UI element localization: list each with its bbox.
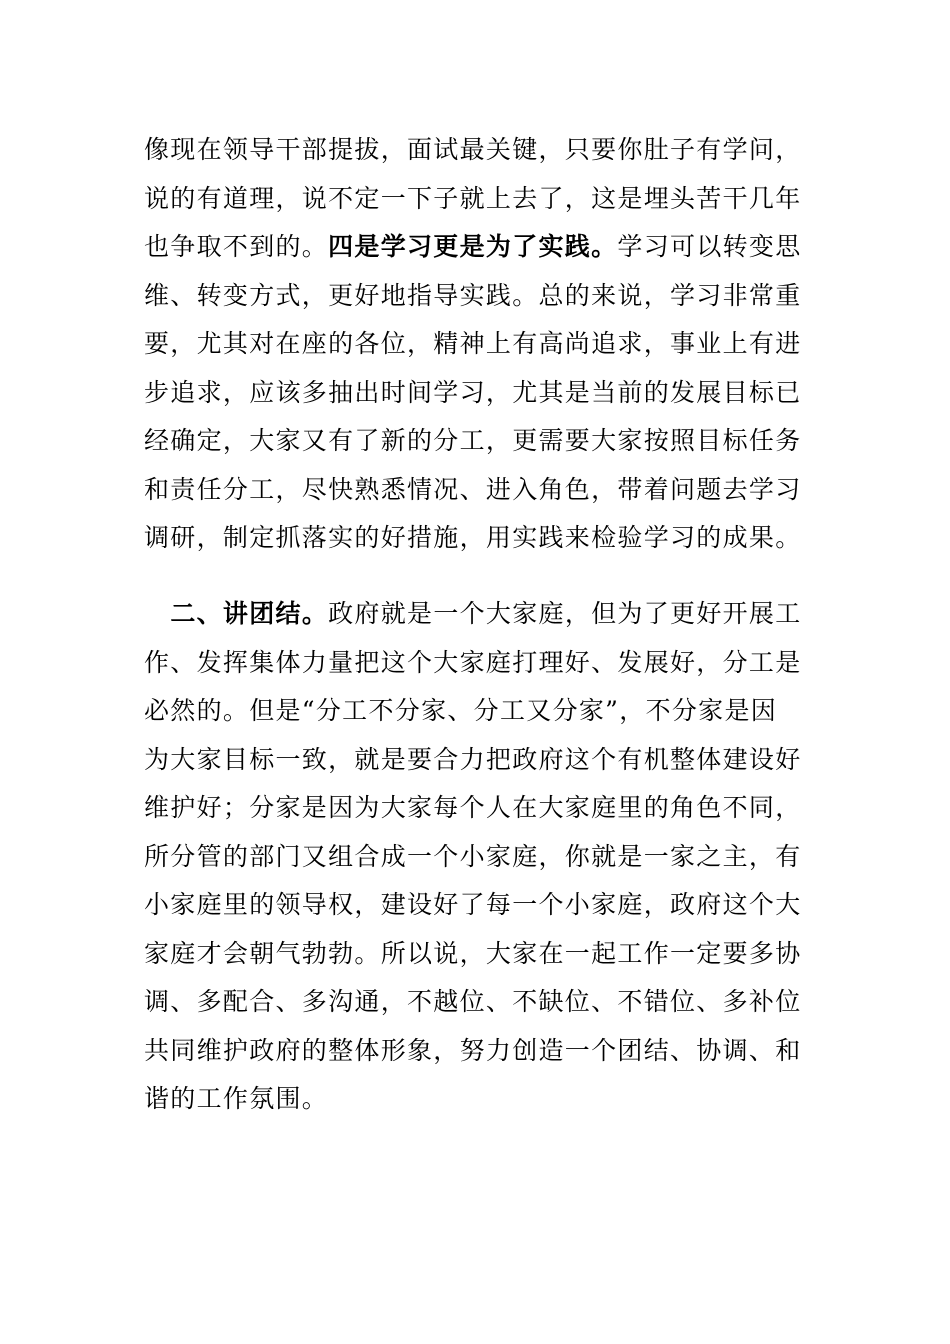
section-heading: 二、讲团结。 <box>170 599 329 628</box>
paragraph-unity <box>144 590 808 1124</box>
text-line: 小家庭里的领导权，建设好了每一个小家庭，政府这个大 <box>144 890 802 919</box>
text-line: 调、多配合、多沟通，不越位、不缺位、不错位、多补位 <box>144 987 802 1016</box>
text-line: 像现在领导干部提拔，面试最关键，只要你肚子有学问， <box>144 135 802 164</box>
text-line: 共同维护政府的整体形象，努力创造一个团结、协调、和 <box>144 1035 802 1065</box>
text-line: 为大家目标一致，就是要合力把政府这个有机整体建设好 <box>144 744 802 774</box>
text-line: 谐的工作氛围。 <box>144 1084 329 1113</box>
text-line: 所分管的部门又组合成一个小家庭，你就是一家之主，有 <box>144 841 802 871</box>
text-segment: 学习可以转变思 <box>617 232 802 261</box>
text-line: 维、转变方式，更好地指导实践。总的来说，学习非常重 <box>144 280 802 310</box>
text-segment: 政府就是一个大家庭，但为了更好开展工 <box>328 599 802 628</box>
text-line: 必然的。但是“分工不分家、分工又分家”，不分家是因 <box>144 696 778 725</box>
text-line <box>144 590 808 639</box>
text-line: 作、发挥集体力量把这个大家庭打理好、发展好，分工是 <box>144 647 802 677</box>
text-line: 维护好；分家是因为大家每个人在大家庭里的角色不同， <box>144 793 802 822</box>
text-line: 说的有道理，说不定一下子就上去了，这是埋头苦干几年 <box>144 183 802 213</box>
bold-point-heading: 四是学习更是为了实践。 <box>328 232 618 261</box>
paragraph-study <box>144 126 808 563</box>
text-line: 和责任分工，尽快熟悉情况、进入角色，带着问题去学习 <box>144 474 802 504</box>
text-line: 步追求，应该多抽出时间学习，尤其是当前的发展目标已 <box>144 377 802 407</box>
text-line: 调研，制定抓落实的好措施，用实践来检验学习的成果。 <box>144 523 802 552</box>
text-line: 家庭才会朝气勃勃。所以说，大家在一起工作一定要多协 <box>144 938 802 968</box>
text-line <box>144 223 808 272</box>
text-line: 经确定，大家又有了新的分工，更需要大家按照目标任务 <box>144 426 802 455</box>
text-segment: 也争取不到的。 <box>144 232 329 261</box>
text-line: 要，尤其对在座的各位，精神上有高尚追求，事业上有进 <box>144 329 802 358</box>
